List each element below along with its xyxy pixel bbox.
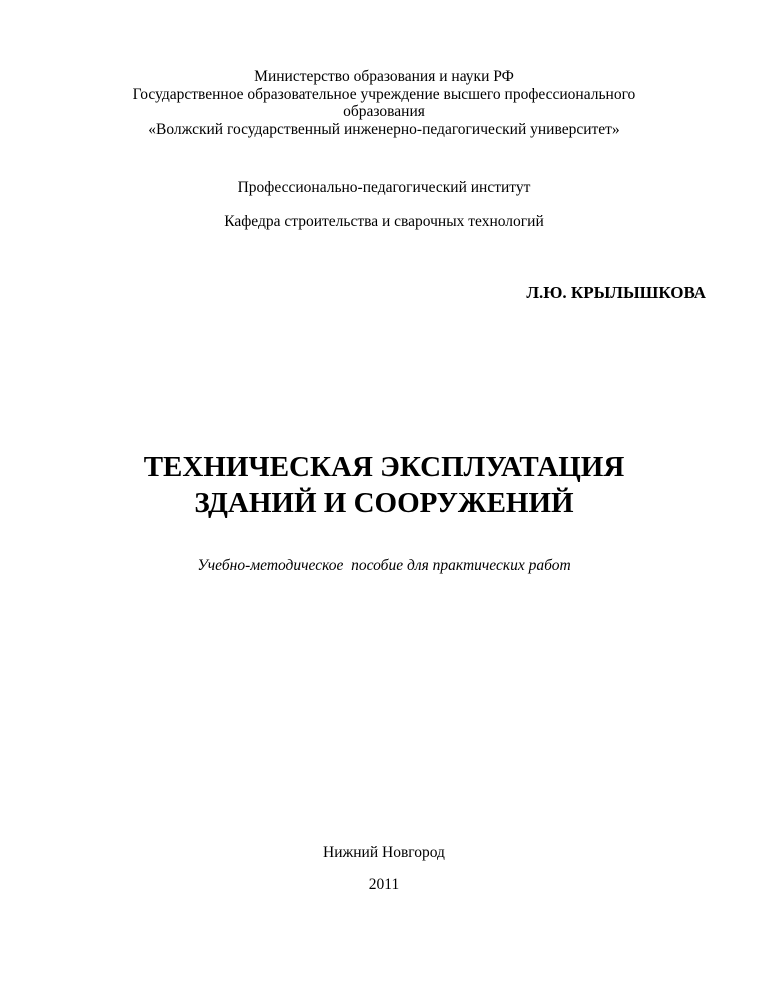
- document-title: [0, 449, 768, 521]
- title-line-2: ЗДАНИЙ И СООРУЖЕНИЙ: [194, 487, 574, 519]
- institute-line: Профессионально-педагогический институт: [237, 179, 531, 196]
- ministry-line: Министерство образования и науки РФ: [254, 68, 514, 85]
- author-name: Л.Ю. КРЫЛЫШКОВА: [526, 283, 706, 302]
- institution-line-1: Государственное образовательное учреждение высшего профессионального: [132, 85, 636, 103]
- university-line: «Волжский государственный инженерно-педагогический университет»: [148, 120, 620, 138]
- header-block: [0, 68, 768, 138]
- department-line: Кафедра строительства и сварочных технологий: [224, 213, 544, 230]
- imprint-year: 2011: [368, 876, 400, 893]
- imprint-city: Нижний Новгород: [323, 844, 445, 861]
- title-line-1: ТЕХНИЧЕСКАЯ ЭКСПЛУАТАЦИЯ: [143, 451, 625, 483]
- institution-line-2: образования: [343, 103, 425, 120]
- document-subtitle: Учебно-методическое пособие для практических работ: [197, 557, 571, 574]
